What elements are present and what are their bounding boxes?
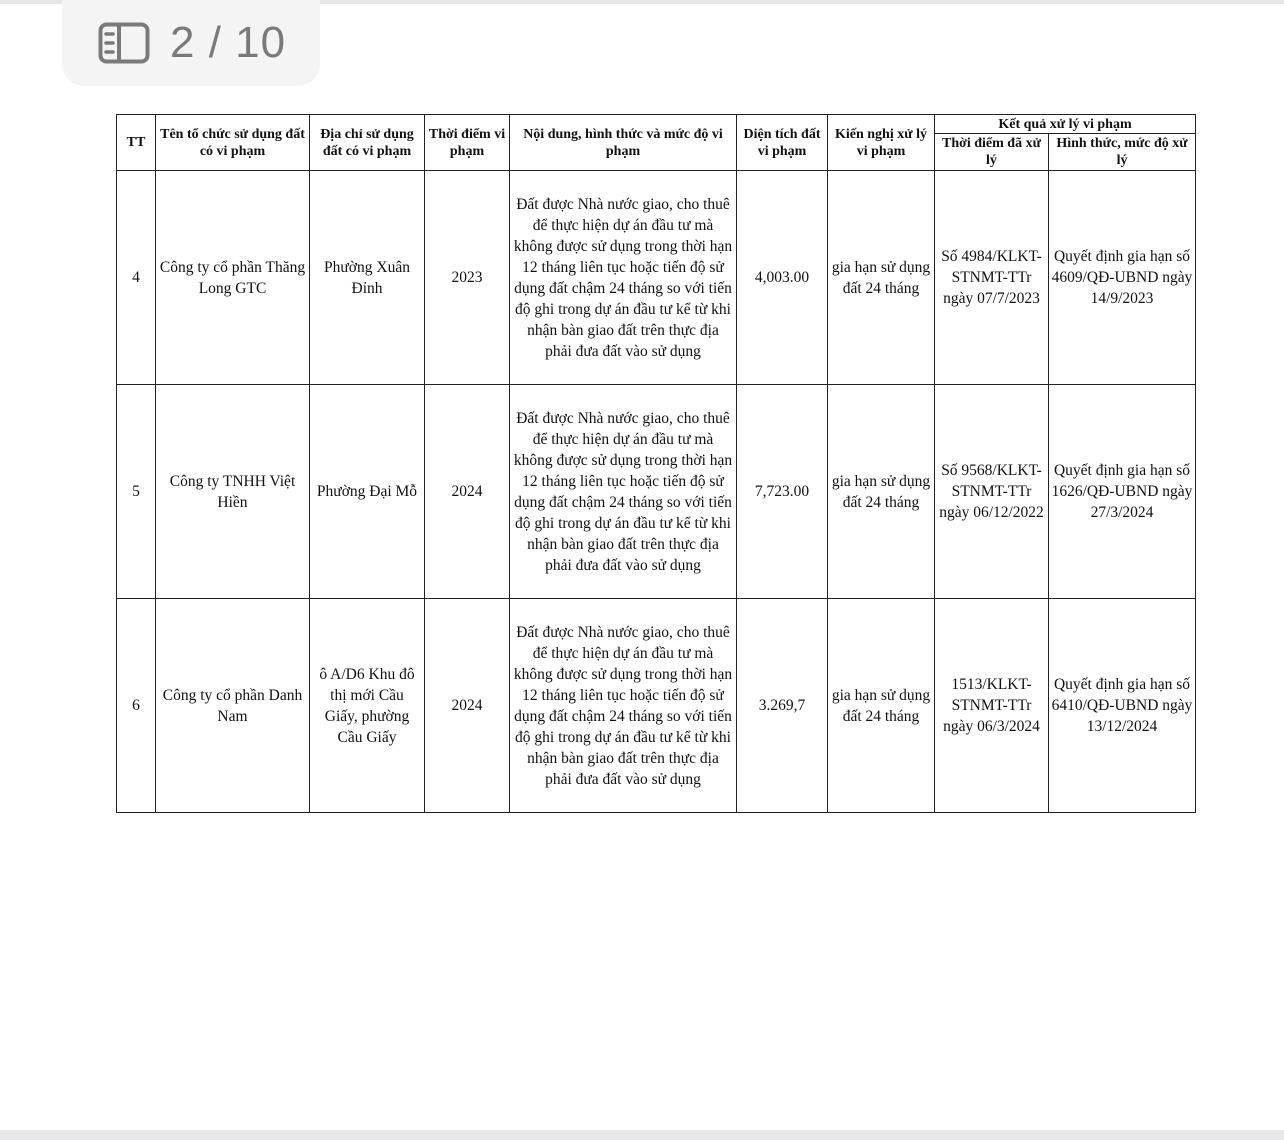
cell-tt: 5	[117, 385, 156, 599]
cell-result-form: Quyết định gia hạn số 6410/QĐ-UBND ngày 13/12/2024	[1049, 599, 1196, 813]
header-org-name: Tên tổ chức sử dụng đất có vi phạm	[156, 115, 310, 171]
cell-recommendation: gia hạn sử dụng đất 24 tháng	[828, 171, 935, 385]
cell-address: ô A/D6 Khu đô thị mới Cầu Giấy, phường Cầu Giấy	[310, 599, 425, 813]
cell-recommendation: gia hạn sử dụng đất 24 tháng	[828, 385, 935, 599]
cell-time: 2024	[425, 385, 510, 599]
cell-area: 4,003.00	[737, 171, 828, 385]
cell-recommendation: gia hạn sử dụng đất 24 tháng	[828, 599, 935, 813]
table-row	[117, 385, 1196, 599]
page-indicator[interactable]	[62, 0, 320, 86]
header-address: Địa chỉ sử dụng đất có vi phạm	[310, 115, 425, 171]
header-content: Nội dung, hình thức và mức độ vi phạm	[510, 115, 737, 171]
cell-result-time: 1513/KLKT-STNMT-TTr ngày 06/3/2024	[935, 599, 1049, 813]
table-row	[117, 599, 1196, 813]
header-tt: TT	[117, 115, 156, 171]
cell-result-time: Số 4984/KLKT-STNMT-TTr ngày 07/7/2023	[935, 171, 1049, 385]
cell-result-time: Số 9568/KLKT-STNMT-TTr ngày 06/12/2022	[935, 385, 1049, 599]
cell-area: 7,723.00	[737, 385, 828, 599]
cell-tt: 6	[117, 599, 156, 813]
table-row	[117, 171, 1196, 385]
cell-org-name: Công ty cổ phần Thăng Long GTC	[156, 171, 310, 385]
cell-time: 2023	[425, 171, 510, 385]
header-result-time: Thời điểm đã xử lý	[935, 134, 1049, 171]
cell-org-name: Công ty cổ phần Danh Nam	[156, 599, 310, 813]
viewer-bottom-edge	[0, 1130, 1284, 1140]
cell-org-name: Công ty TNHH Việt Hiền	[156, 385, 310, 599]
page-counter: 2 / 10	[170, 18, 287, 67]
cell-content: Đất được Nhà nước giao, cho thuê để thực hiện dự án đầu tư mà không được sử dụng trong thời hạn 12 tháng liên tục hoặc tiến độ sử dụng đất chậm 24 tháng so với tiến độ ghi trong dự án đầu tư kể từ khi nhận bàn giao đất trên thực địa phải đưa đất vào sử dụng	[510, 385, 737, 599]
header-result-form: Hình thức, mức độ xử lý	[1049, 134, 1196, 171]
header-result-group: Kết quả xử lý vi phạm	[935, 115, 1196, 134]
cell-area: 3.269,7	[737, 599, 828, 813]
cell-result-form: Quyết định gia hạn số 1626/QĐ-UBND ngày 27/3/2024	[1049, 385, 1196, 599]
header-row	[117, 115, 1196, 134]
header-area: Diện tích đất vi phạm	[737, 115, 828, 171]
violations-table	[116, 114, 1196, 813]
cell-tt: 4	[117, 171, 156, 385]
cell-content: Đất được Nhà nước giao, cho thuê để thực hiện dự án đầu tư mà không được sử dụng trong thời hạn 12 tháng liên tục hoặc tiến độ sử dụng đất chậm 24 tháng so với tiến độ ghi trong dự án đầu tư kể từ khi nhận bàn giao đất trên thực địa phải đưa đất vào sử dụng	[510, 599, 737, 813]
cell-content: Đất được Nhà nước giao, cho thuê để thực hiện dự án đầu tư mà không được sử dụng trong thời hạn 12 tháng liên tục hoặc tiến độ sử dụng đất chậm 24 tháng so với tiến độ ghi trong dự án đầu tư kể từ khi nhận bàn giao đất trên thực địa phải đưa đất vào sử dụng	[510, 171, 737, 385]
header-recommendation: Kiến nghị xử lý vi phạm	[828, 115, 935, 171]
cell-address: Phường Xuân Đỉnh	[310, 171, 425, 385]
sidebar-panel-icon[interactable]	[98, 22, 150, 64]
header-time: Thời điểm vi phạm	[425, 115, 510, 171]
cell-result-form: Quyết định gia hạn số 4609/QĐ-UBND ngày 14/9/2023	[1049, 171, 1196, 385]
cell-address: Phường Đại Mỗ	[310, 385, 425, 599]
cell-time: 2024	[425, 599, 510, 813]
